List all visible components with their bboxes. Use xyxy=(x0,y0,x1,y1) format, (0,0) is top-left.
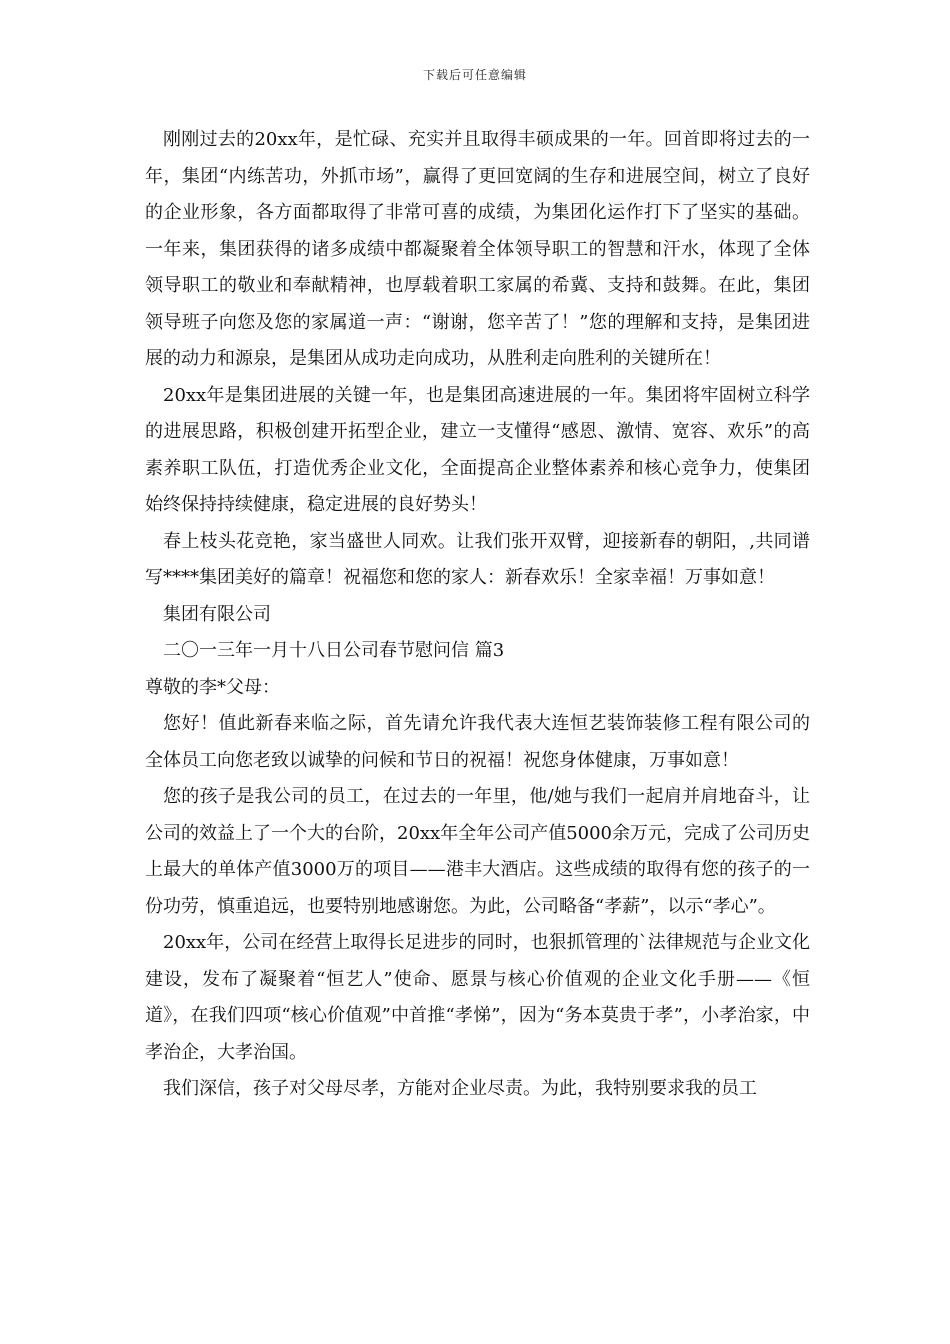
document-body xyxy=(145,122,810,1108)
paragraph-company-culture: 20xx年，公司在经营上取得长足进步的同时，也狠抓管理的`法律规范与企业文化建设，发布了凝聚着“恒艺人”使命、愿景与核心价值观的企业文化手册——《恒道》，在我们四项“核心价值观”中首推“孝悌”，因为“务本莫贵于孝”，小孝治家，中孝治企，大孝治国。 xyxy=(145,932,810,1063)
signature-company: 集团有限公司 xyxy=(163,603,271,625)
paragraph-new-year-wishes: 春上枝头花竞艳，家当盛世人同欢。让我们张开双臂，迎接新春的朝阳，,共同谱写****集团美好的篇章！祝福您和您的家人：新春欢乐！全家幸福！万事如意！ xyxy=(145,530,810,588)
date-and-section-title: 二〇一三年一月十八日公司春节慰问信 篇3 xyxy=(163,640,505,661)
paragraph-next-year-plan: 20xx年是集团进展的关键一年，也是集团高速进展的一年。集团将牢固树立科学的进展思路，积极创建开拓型企业，建立一支懂得“感恩、激情、宽容、欢乐”的高素养职工队伍，打造优秀企业文化，全面提高企业整体素养和核心竞争力，使集团始终保持持续健康，稳定进展的良好势头！ xyxy=(145,384,810,515)
paragraph-greeting: 您好！值此新春来临之际，首先请允许我代表大连恒艺装饰装修工程有限公司的全体员工向您老致以诚挚的问候和节日的祝福！祝您身体健康，万事如意！ xyxy=(145,713,810,771)
paragraph-child-contribution: 您的孩子是我公司的员工，在过去的一年里，他/她与我们一起肩并肩地奋斗，让公司的效益上了一个大的台阶，20xx年全年公司产值5000余万元，完成了公司历史上最大的单体产值3000万的项目——港丰大酒店。这些成绩的取得有您的孩子的一份功劳，慎重追远，也要特别地感谢您。为此，公司略备“孝薪”，以示“孝心”。 xyxy=(145,786,811,917)
page-header: 下载后可任意编辑 xyxy=(422,68,527,82)
paragraph-year-review: 刚刚过去的20xx年，是忙碌、充实并且取得丰硕成果的一年。回首即将过去的一年，集团“内练苦功，外抓市场”，赢得了更回宽阔的生存和进展空间，树立了良好的企业形象，各方面都取得了非常可喜的成绩，为集团化运作打下了坚实的基础。一年来，集团获得的诸多成绩中都凝聚着全体领导职工的智慧和汗水，体现了全体领导职工的敬业和奉献精神，也厚载着职工家属的希冀、支持和鼓舞。在此，集团领导班子向您及您的家属道一声：“谢谢，您辛苦了！”您的理解和支持，是集团进展的动力和源泉，是集团从成功走向成功，从胜利走向胜利的关键所在！ xyxy=(145,129,810,369)
paragraph-filial-duty: 我们深信，孩子对父母尽孝，方能对企业尽责。为此，我特别要求我的员工 xyxy=(163,1078,757,1099)
salutation: 尊敬的李*父母： xyxy=(145,676,280,698)
